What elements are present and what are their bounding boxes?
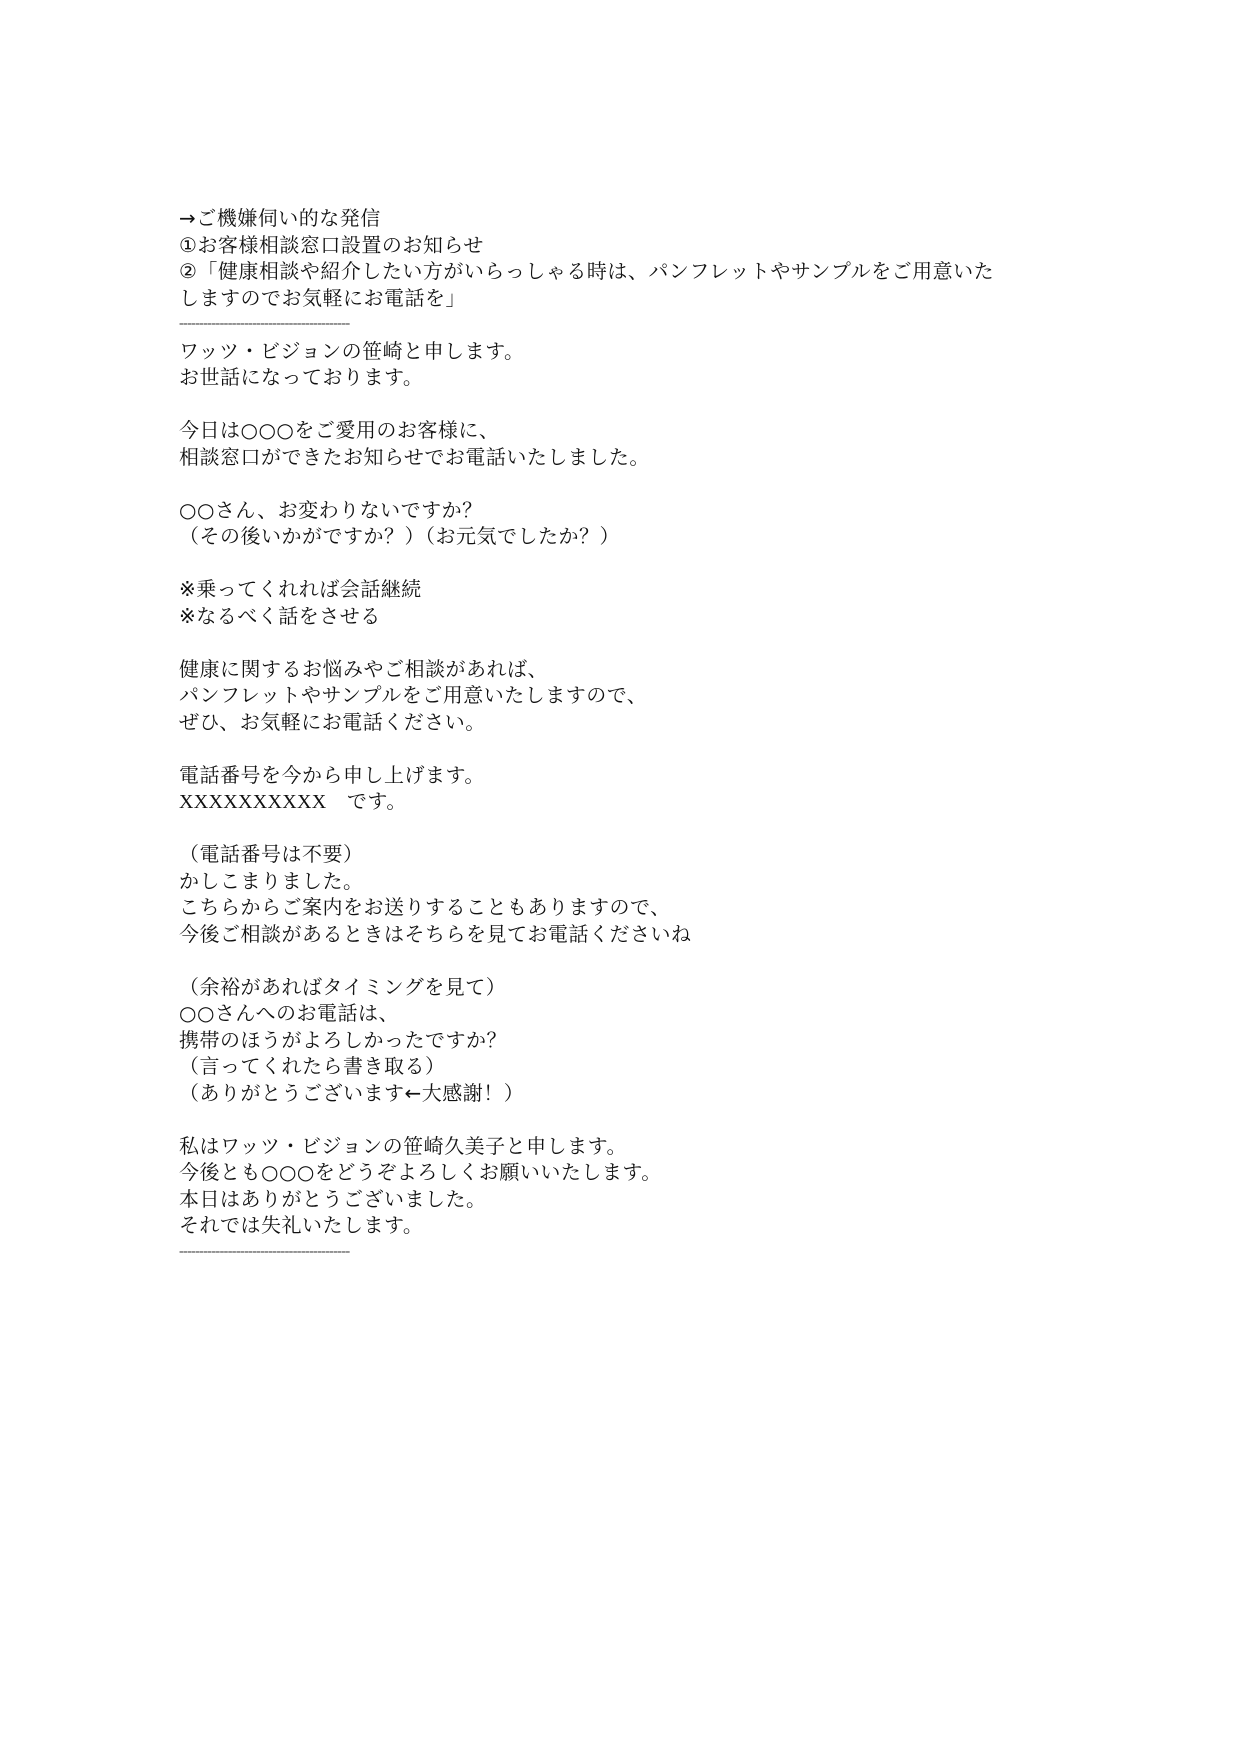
spacer [179, 470, 1079, 497]
no-phone-line-2: かしこまりました。 [179, 868, 364, 893]
spacer [179, 391, 1079, 418]
closing-line-3: 本日はありがとうございました。 [179, 1186, 487, 1211]
greeting-line-1: ○○さん、お変わりないですか？ [179, 497, 483, 522]
divider-bottom: ------------------------------------------ [179, 1243, 350, 1259]
purpose-line-2: 相談窓口ができたお知らせでお電話いたしました。 [179, 444, 650, 469]
no-phone-line-4: 今後ご相談があるときはそちらを見てお電話くださいね [179, 921, 692, 946]
no-phone-line-3: こちらからご案内をお送りすることもありますので、 [179, 895, 671, 919]
divider-top: ------------------------------------------ [179, 316, 350, 331]
note-line-1: ※乗ってくれれば会話継続 [179, 577, 422, 601]
spacer [179, 1106, 1079, 1133]
spare-line-5: （ありがとうございます←大感謝！） [179, 1080, 525, 1105]
offer-line-2: パンフレットやサンプルをご用意いたしますので、 [179, 683, 648, 707]
header-item-2-cont: しますのでお気軽にお電話を」 [179, 285, 466, 310]
spare-line-4: （言ってくれたら書き取る） [179, 1054, 446, 1078]
offer-line-1: 健康に関するお悩みやご相談があれば、 [179, 656, 548, 681]
intro-line-1: ワッツ・ビジョンの笹崎と申します。 [179, 338, 525, 363]
greeting-line-2: （その後いかがですか？）（お元気でしたか？） [179, 524, 620, 548]
closing-line-2: 今後とも○○○をどうぞよろしくお願いいたします。 [179, 1160, 662, 1184]
spare-line-3: 携帯のほうがよろしかったですか？ [179, 1027, 507, 1052]
spare-line-1: （余裕があればタイミングを見て） [179, 974, 507, 999]
spacer [179, 629, 1079, 656]
phone-number-line [179, 788, 1079, 815]
header-item-1: ①お客様相談窓口設置のお知らせ [179, 232, 484, 257]
spacer [179, 815, 1079, 842]
no-phone-line-1: （電話番号は不要） [179, 842, 364, 866]
header-item-2: ②「健康相談や紹介したい方がいらっしゃる時は、パンフレットやサンプルをご用意いた [179, 259, 995, 283]
phone-line-1: 電話番号を今から申し上げます。 [179, 762, 485, 787]
spacer [179, 735, 1079, 762]
phone-number: XXXXXXXXXX [179, 791, 327, 813]
purpose-line-1: 今日は○○○をご愛用のお客様に、 [179, 418, 500, 442]
spare-line-2: ○○さんへのお電話は、 [179, 1001, 400, 1025]
header-title: →ご機嫌伺い的な発信 [179, 206, 381, 230]
spacer [179, 550, 1079, 577]
intro-line-2: お世話になっております。 [179, 365, 424, 389]
closing-line-1: 私はワッツ・ビジョンの笹崎久美子と申します。 [179, 1133, 627, 1158]
note-line-2: ※なるべく話をさせる [179, 603, 381, 628]
phone-suffix: です。 [326, 789, 407, 813]
closing-line-4: それでは失礼いたします。 [179, 1213, 424, 1237]
offer-line-3: ぜひ、お気軽にお電話ください。 [179, 709, 486, 734]
spacer [179, 947, 1079, 974]
script-document [179, 205, 1079, 1265]
